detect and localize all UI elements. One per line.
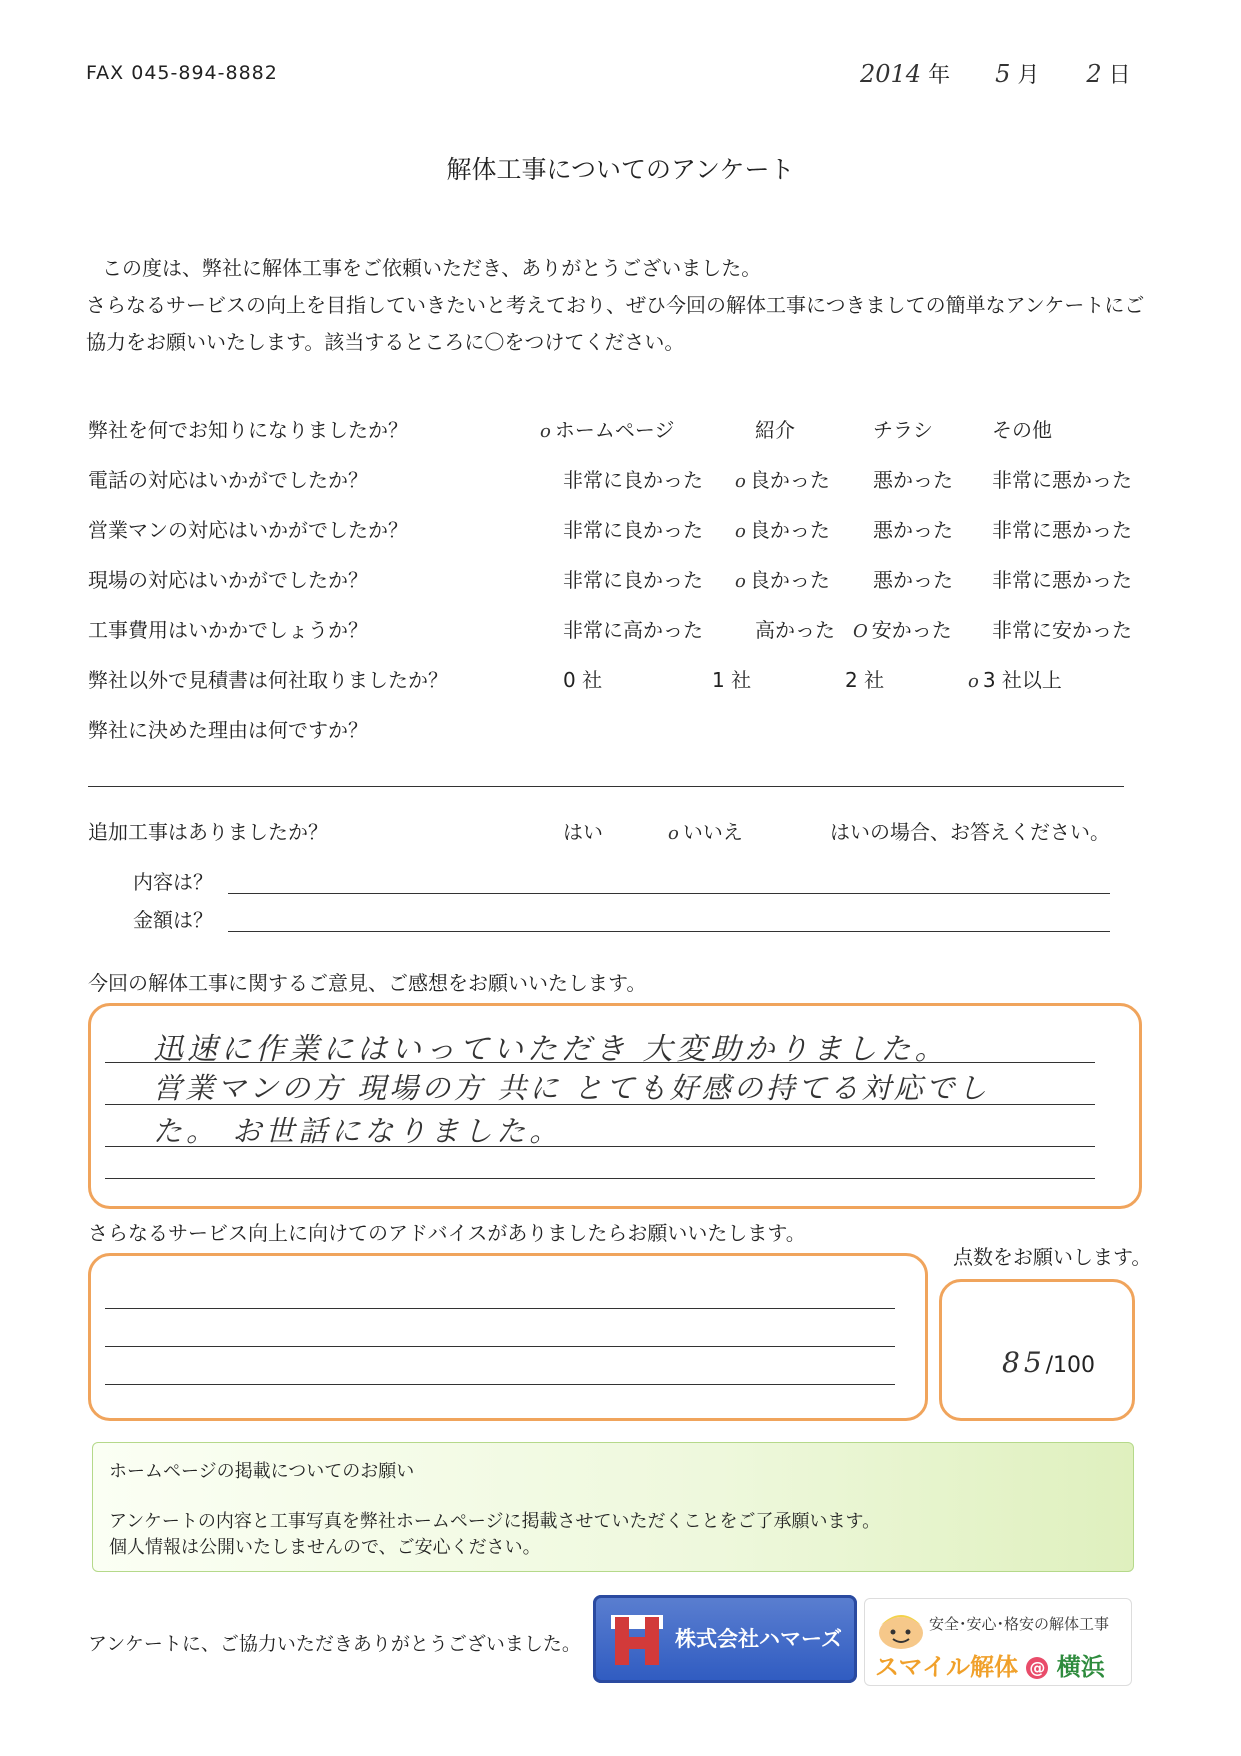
advice-line-2 [105, 1346, 895, 1347]
smile-kaitai-logo [864, 1598, 1132, 1686]
circle-mark: o [540, 421, 551, 442]
date-day-unit: 日 [1108, 63, 1131, 88]
smile-brand-b: 横浜 [1056, 1653, 1105, 1681]
amount-label: 金額は？ [133, 908, 213, 932]
advice-box[interactable] [88, 1253, 928, 1421]
option-cost-high[interactable]: 高かった [755, 618, 835, 642]
company-name: 株式会社ハマーズ [675, 1627, 842, 1651]
option-phone-good[interactable]: o 良かった [735, 468, 830, 492]
option-additional-no[interactable]: o いいえ [668, 820, 743, 844]
date-month: 5 [995, 60, 1011, 88]
date-month-unit: 月 [1017, 63, 1040, 88]
homepage-notice [92, 1442, 1134, 1572]
intro-line-1: この度は、弊社に解体工事をご依頼いただき、ありがとうございました。 [102, 256, 762, 280]
circle-mark: o [735, 571, 746, 592]
option-estimates-3plus[interactable]: o 3 社以上 [968, 668, 1062, 692]
smile-face-icon [875, 1607, 927, 1651]
question-additional: 追加工事はありましたか？ [88, 820, 328, 844]
option-phone-bad[interactable]: 悪かった [873, 468, 953, 492]
score-handwritten: 85 [1002, 1346, 1046, 1379]
score-label: 点数をお願いします。 [953, 1245, 1152, 1269]
option-site-bad[interactable]: 悪かった [873, 568, 953, 592]
content-answer-line[interactable] [228, 893, 1110, 894]
option-site-very-good[interactable]: 非常に良かった [563, 568, 703, 592]
intro-line-3: 協力をお願いいたします。該当するところに〇をつけてください。 [86, 330, 685, 354]
circle-mark: o [668, 823, 679, 844]
circle-mark: o [735, 471, 746, 492]
opinion-text-1: 迅速に作業にはいっていただき 大変助かりました。 [153, 1032, 949, 1067]
fax-number: FAX 045-894-8882 [86, 62, 278, 84]
question-reason: 弊社に決めた理由は何ですか？ [88, 718, 368, 742]
option-homepage[interactable]: o ホームページ [540, 418, 675, 442]
option-phone-very-bad[interactable]: 非常に悪かった [992, 468, 1132, 492]
option-cost-cheap[interactable]: O 安かった [853, 618, 952, 642]
option-referral[interactable]: 紹介 [755, 418, 795, 442]
option-cost-very-cheap[interactable]: 非常に安かった [992, 618, 1132, 642]
option-estimates-1[interactable]: 1 社 [712, 668, 752, 692]
option-estimates-2[interactable]: 2 社 [845, 668, 885, 692]
notice-line-1: アンケートの内容と工事写真を弊社ホームページに掲載させていただくことをご了承願います。 [109, 1511, 881, 1532]
hammers-logo [593, 1595, 857, 1683]
notice-title: ホームページの掲載についてのお願い [109, 1461, 415, 1482]
date-year-unit: 年 [928, 63, 951, 88]
option-flyer[interactable]: チラシ [873, 418, 933, 442]
question-estimates: 弊社以外で見積書は何社取りましたか？ [88, 668, 448, 692]
page-title: 解体工事についてのアンケート [446, 155, 795, 184]
opinion-box[interactable] [88, 1003, 1142, 1209]
opinion-text-2: 営業マンの方 現場の方 共に とても好感の持てる対応でし [153, 1071, 990, 1105]
option-additional-yes[interactable]: はい [563, 820, 603, 844]
question-cost: 工事費用はいかかでしょうか？ [88, 618, 368, 642]
smile-tagline: 安全･安心･格安の解体工事 [929, 1615, 1110, 1633]
circle-mark: o [735, 521, 746, 542]
amount-answer-line[interactable] [228, 931, 1110, 932]
date [860, 58, 1131, 89]
advice-label: さらなるサービス向上に向けてのアドバイスがありましたらお願いいたします。 [88, 1221, 806, 1245]
intro-line-2: さらなるサービスの向上を目指していきたいと考えており、ぜひ今回の解体工事につきましての簡単なアンケートにご [86, 293, 1145, 317]
option-sales-very-bad[interactable]: 非常に悪かった [992, 518, 1132, 542]
opinion-label: 今回の解体工事に関するご意見、ご感想をお願いいたします。 [88, 971, 647, 995]
option-site-very-bad[interactable]: 非常に悪かった [992, 568, 1132, 592]
h-mark-icon [607, 1609, 667, 1669]
question-source: 弊社を何でお知りになりましたか？ [88, 418, 408, 442]
score-value [1002, 1346, 1095, 1379]
opinion-line-4 [105, 1178, 1095, 1179]
question-site: 現場の対応はいかがでしたか？ [88, 568, 368, 592]
option-sales-bad[interactable]: 悪かった [873, 518, 953, 542]
score-suffix: /100 [1045, 1353, 1096, 1378]
smile-at-icon: @ [1026, 1657, 1048, 1679]
option-cost-very-high[interactable]: 非常に高かった [563, 618, 703, 642]
smile-brand-a: スマイル解体 [875, 1653, 1019, 1681]
circle-mark: o [968, 671, 979, 692]
content-label: 内容は？ [133, 870, 213, 894]
circle-mark: O [853, 621, 868, 642]
thanks-text: アンケートに、ご協力いただきありがとうございました。 [88, 1633, 581, 1655]
question-sales: 営業マンの対応はいかがでしたか？ [88, 518, 408, 542]
advice-line-3 [105, 1384, 895, 1385]
date-day: 2 [1086, 60, 1102, 88]
reason-answer-line[interactable] [88, 786, 1124, 787]
option-other[interactable]: その他 [992, 418, 1052, 442]
option-phone-very-good[interactable]: 非常に良かった [563, 468, 703, 492]
additional-note: はいの場合、お答えください。 [830, 820, 1110, 844]
option-sales-very-good[interactable]: 非常に良かった [563, 518, 703, 542]
hammers-h-mark [607, 1609, 667, 1669]
option-sales-good[interactable]: o 良かった [735, 518, 830, 542]
opinion-text-3: た。 お世話になりました。 [153, 1114, 563, 1148]
date-year: 2014 [860, 60, 922, 88]
smile-brand [875, 1647, 1105, 1682]
score-box[interactable] [939, 1279, 1135, 1421]
notice-line-2: 個人情報は公開いたしませんので、ご安心ください。 [109, 1537, 541, 1558]
option-site-good[interactable]: o 良かった [735, 568, 830, 592]
advice-line-1 [105, 1308, 895, 1309]
option-estimates-0[interactable]: 0 社 [563, 668, 603, 692]
question-phone: 電話の対応はいかがでしたか？ [88, 468, 368, 492]
